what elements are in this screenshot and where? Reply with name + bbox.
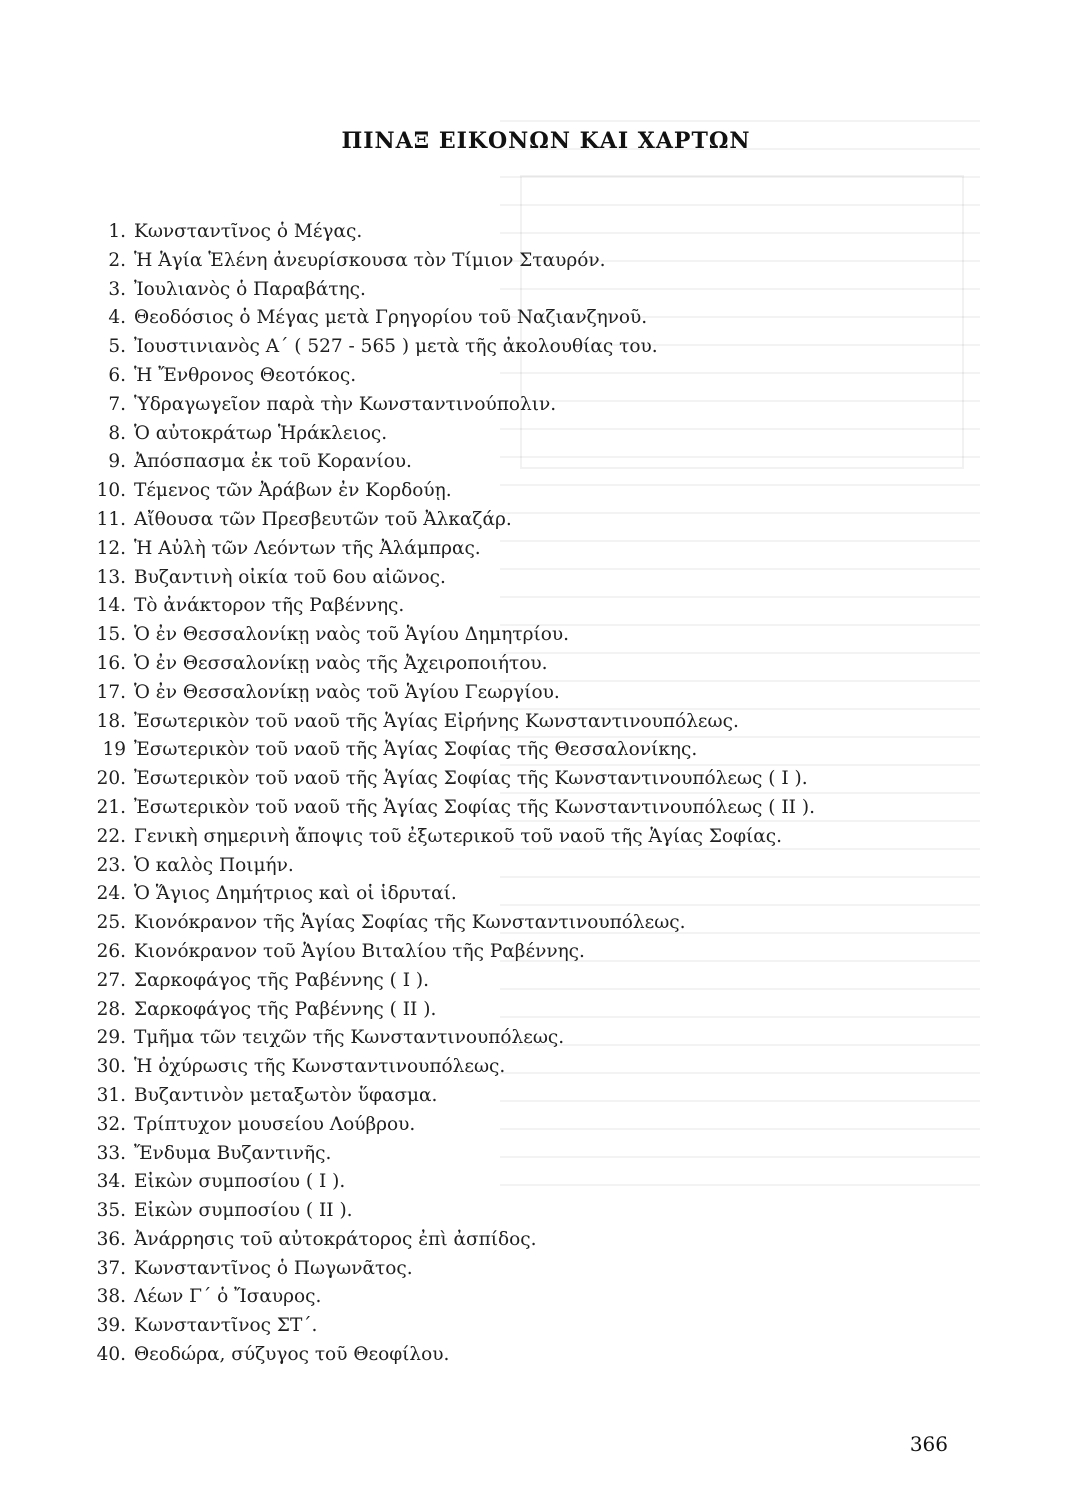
list-item-caption: Κωνσταντῖνος ὁ Πωγωνᾶτος. [134, 1257, 413, 1279]
list-item-number: 17. [96, 681, 126, 703]
list-item-caption: Ὁ ἐν Θεσσαλονίκῃ ναὸς τῆς Ἀχειροποιήτου. [134, 652, 548, 674]
list-item-number: 16. [96, 652, 126, 674]
list-item-caption: Ἰουστινιανὸς Α΄ ( 527 - 565 ) μετὰ τῆς ἀκολουθίας του. [134, 336, 658, 358]
list-item-caption: Βυζαντινὴ οἰκία τοῦ 6ου αἰῶνος. [134, 566, 446, 588]
list-item-number: 26. [96, 940, 126, 962]
list-item-number: 6. [108, 364, 126, 386]
figure-list [96, 218, 815, 1370]
list-item-caption: Ἡ Ἔνθρονος Θεοτόκος. [134, 364, 357, 386]
list-item-caption: Ἡ Αὐλὴ τῶν Λεόντων τῆς Ἀλάμπρας. [134, 537, 481, 559]
list-item-caption: Ἐσωτερικὸν τοῦ ναοῦ τῆς Ἁγίας Σοφίας τῆς Κωνσταντινουπόλεως ( ΙΙ ). [134, 796, 815, 818]
list-item-caption: Κιονόκρανον τῆς Ἁγίας Σοφίας τῆς Κωνσταντινουπόλεως. [134, 912, 686, 934]
list-item-number: 31. [96, 1084, 126, 1106]
list-item-caption: Ἐσωτερικὸν τοῦ ναοῦ τῆς Ἁγίας Εἰρήνης Κωνσταντινουπόλεως. [134, 710, 739, 732]
list-item-caption: Βυζαντινὸν μεταξωτὸν ὕφασμα. [134, 1084, 438, 1106]
list-item-number: 7. [108, 393, 126, 415]
list-item-caption: Θεοδόσιος ὁ Μέγας μετὰ Γρηγορίου τοῦ Ναζιανζηνοῦ. [134, 307, 648, 329]
list-item [96, 1024, 815, 1053]
list-item-number: 28. [96, 998, 126, 1020]
list-item-caption: Ἐσωτερικὸν τοῦ ναοῦ τῆς Ἁγίας Σοφίας τῆς Θεσσαλονίκης. [134, 739, 698, 761]
list-item [96, 852, 815, 881]
list-item-caption: Θεοδώρα, σύζυγος τοῦ Θεοφίλου. [134, 1344, 450, 1366]
list-item-number: 10. [96, 480, 126, 502]
list-item [96, 564, 815, 593]
list-item [96, 362, 815, 391]
list-item-caption: Σαρκοφάγος τῆς Ραβέννης ( Ι ). [134, 969, 430, 991]
list-item-number: 32. [96, 1113, 126, 1135]
list-item-caption: Ὑδραγωγεῖον παρὰ τὴν Κωνσταντινούπολιν. [134, 393, 557, 415]
list-item-number: 25. [96, 912, 126, 934]
list-item-number: 22. [96, 825, 126, 847]
list-item-number: 11. [96, 508, 126, 530]
list-item-number: 20. [96, 768, 126, 790]
list-item [96, 1226, 815, 1255]
list-item-number: 36. [96, 1228, 126, 1250]
list-item-number: 37. [96, 1257, 126, 1279]
list-item [96, 938, 815, 967]
list-item-number: 21. [96, 796, 126, 818]
list-item-caption: Κωνσταντῖνος ΣΤ΄. [134, 1315, 318, 1337]
list-item [96, 1197, 815, 1226]
list-item [96, 420, 815, 449]
list-item [96, 765, 815, 794]
list-item-caption: Ἔνδυμα Βυζαντινῆς. [134, 1142, 332, 1164]
page-number: 366 [909, 1432, 948, 1456]
list-item [96, 794, 815, 823]
list-item-caption: Λέων Γ΄ ὁ Ἴσαυρος. [134, 1286, 322, 1308]
list-item-number: 24. [96, 883, 126, 905]
list-item-number: 14. [96, 595, 126, 617]
list-item-caption: Γενικὴ σημερινὴ ἄποψις τοῦ ἐξωτερικοῦ τοῦ ναοῦ τῆς Ἁγίας Σοφίας. [134, 825, 783, 847]
list-item-number: 15. [96, 624, 126, 646]
list-item-caption: Σαρκοφάγος τῆς Ραβέννης ( ΙΙ ). [134, 998, 437, 1020]
list-item [96, 592, 815, 621]
list-item [96, 736, 815, 765]
list-item-number: 23. [96, 854, 126, 876]
list-item [96, 708, 815, 737]
list-item [96, 1053, 815, 1082]
list-item [96, 477, 815, 506]
list-item-caption: Ὁ ἐν Θεσσαλονίκῃ ναὸς τοῦ Ἁγίου Γεωργίου. [134, 681, 560, 703]
list-item-caption: Ἀνάρρησις τοῦ αὐτοκράτορος ἐπὶ ἀσπίδος. [134, 1228, 537, 1250]
list-item [96, 535, 815, 564]
list-item-caption: Ὁ καλὸς Ποιμήν. [134, 854, 294, 876]
list-item-number: 39. [96, 1315, 126, 1337]
list-item [96, 304, 815, 333]
list-item [96, 1111, 815, 1140]
list-item-caption: Ἡ Ἁγία Ἑλένη ἀνευρίσκουσα τὸν Τίμιον Σταυρόν. [134, 249, 606, 271]
list-item-number: 3. [108, 278, 126, 300]
list-item-caption: Κιονόκρανον τοῦ Ἁγίου Βιταλίου τῆς Ραβέννης. [134, 940, 585, 962]
list-item-number: 4. [108, 307, 126, 329]
list-item [96, 391, 815, 420]
list-item [96, 1255, 815, 1284]
list-item [96, 679, 815, 708]
list-item-number: 33. [96, 1142, 126, 1164]
list-item [96, 1312, 815, 1341]
page-title: ΠΙΝΑΞ ΕΙΚΟΝΩΝ ΚΑΙ ΧΑΡΤΩΝ [341, 128, 751, 154]
list-item [96, 506, 815, 535]
list-item-number: 27. [96, 969, 126, 991]
list-item-number: 35. [96, 1200, 126, 1222]
list-item-caption: Εἰκὼν συμποσίου ( ΙΙ ). [134, 1200, 353, 1222]
list-item-number: 18. [96, 710, 126, 732]
list-item [96, 247, 815, 276]
list-item-number: 19 [102, 739, 126, 761]
list-item-number: 40. [96, 1344, 126, 1366]
list-item-caption: Τέμενος τῶν Ἀράβων ἐν Κορδούῃ. [134, 480, 452, 502]
list-item [96, 333, 815, 362]
list-item-caption: Ὁ Ἅγιος Δημήτριος καὶ οἱ ἱδρυταί. [134, 883, 457, 905]
list-item-number: 38. [96, 1286, 126, 1308]
list-item-caption: Ἰουλιανὸς ὁ Παραβάτης. [134, 278, 366, 300]
list-item-number: 2. [108, 249, 126, 271]
list-item-caption: Τὸ ἀνάκτορον τῆς Ραβέννης. [134, 595, 405, 617]
list-item [96, 1082, 815, 1111]
list-item-caption: Κωνσταντῖνος ὁ Μέγας. [134, 221, 363, 242]
list-item-caption: Ἡ ὀχύρωσις τῆς Κωνσταντινουπόλεως. [134, 1056, 506, 1078]
list-item-number: 30. [96, 1056, 126, 1078]
list-item [96, 650, 815, 679]
list-item [96, 1341, 815, 1370]
list-item-number: 13. [96, 566, 126, 588]
list-item [96, 621, 815, 650]
list-item-caption: Τρίπτυχον μουσείου Λούβρου. [134, 1113, 416, 1135]
list-item [96, 1140, 815, 1169]
list-item-number: 8. [108, 422, 126, 444]
list-item-caption: Ὁ αὐτοκράτωρ Ἡράκλειος. [134, 422, 388, 444]
list-item-number: 5. [108, 336, 126, 358]
list-item-caption: Ὁ ἐν Θεσσαλονίκῃ ναὸς τοῦ Ἁγίου Δημητρίου. [134, 624, 569, 646]
list-item [96, 276, 815, 305]
list-item [96, 448, 815, 477]
list-item-caption: Εἰκὼν συμποσίου ( Ι ). [134, 1171, 346, 1193]
list-item-caption: Τμῆμα τῶν τειχῶν τῆς Κωνσταντινουπόλεως. [134, 1027, 565, 1049]
list-item-number: 9. [108, 451, 126, 473]
list-item-caption: Ἐσωτερικὸν τοῦ ναοῦ τῆς Ἁγίας Σοφίας τῆς Κωνσταντινουπόλεως ( Ι ). [134, 768, 808, 790]
list-item-caption: Αἴθουσα τῶν Πρεσβευτῶν τοῦ Ἀλκαζάρ. [134, 508, 512, 530]
list-item [96, 880, 815, 909]
list-item-number: 1. [108, 221, 126, 242]
list-item [96, 996, 815, 1025]
list-item-number: 34. [96, 1171, 126, 1193]
list-item [96, 1283, 815, 1312]
list-item-number: 29. [96, 1027, 126, 1049]
list-item [96, 1168, 815, 1197]
list-item-number: 12. [96, 537, 126, 559]
list-item [96, 218, 815, 247]
list-item [96, 823, 815, 852]
list-item [96, 909, 815, 938]
list-item-caption: Ἀπόσπασμα ἐκ τοῦ Κορανίου. [134, 451, 412, 473]
list-item [96, 967, 815, 996]
